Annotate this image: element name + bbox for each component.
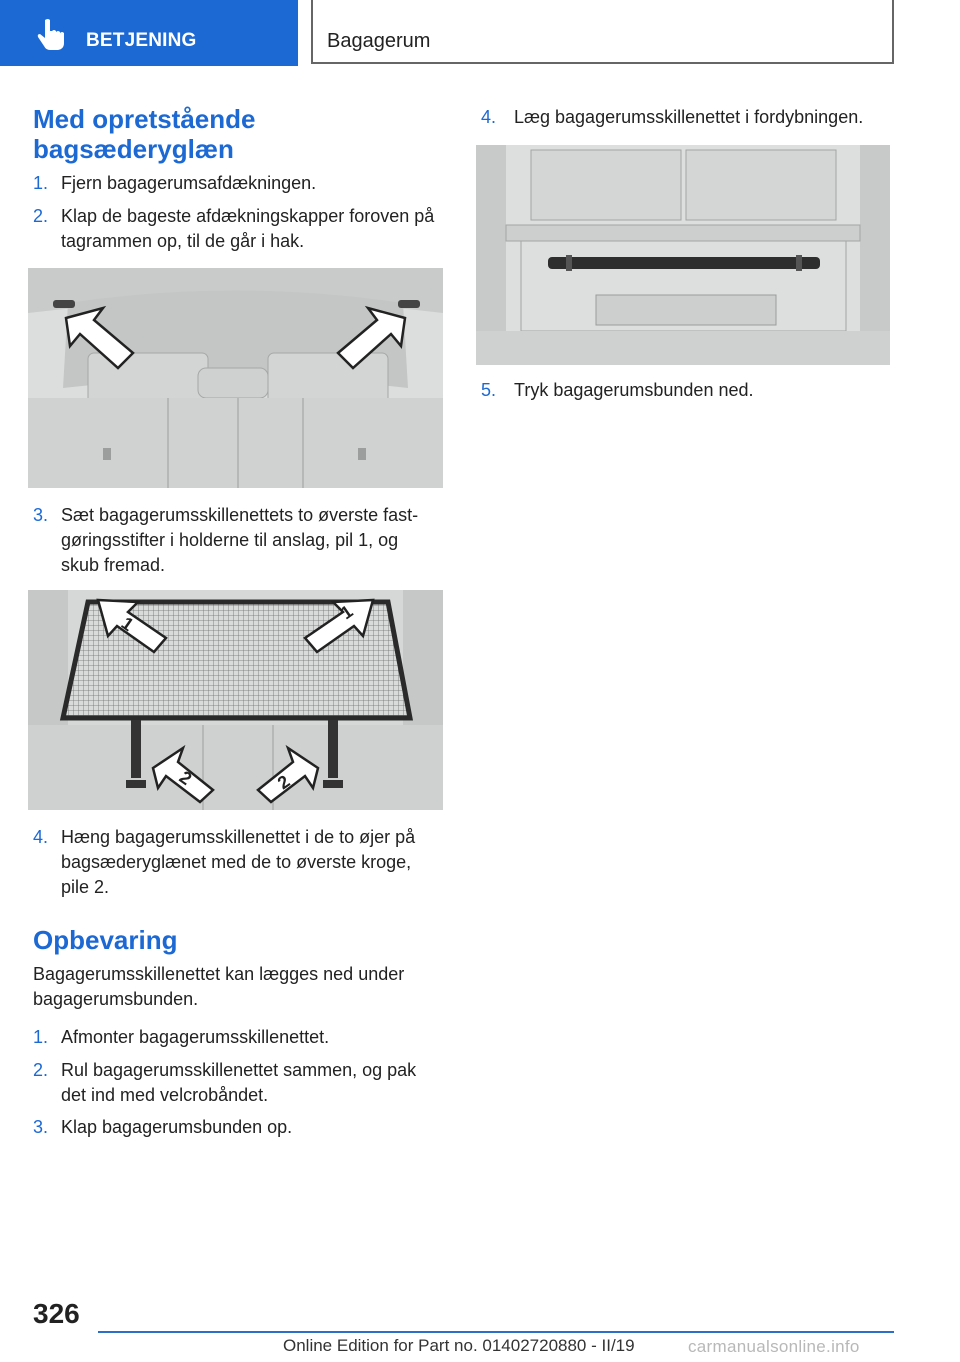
roof-covers-illustration	[28, 268, 443, 488]
chapter-title: Bagagerum	[327, 30, 431, 52]
photo-partition-net	[28, 590, 443, 810]
partition-net-illustration	[28, 590, 443, 810]
arrow-label: 2	[175, 766, 196, 790]
arrow-label: 2	[273, 771, 294, 794]
section-tab[interactable]	[0, 0, 298, 66]
page-number: 326	[33, 1298, 80, 1329]
chapter-header	[311, 0, 894, 64]
footer-divider	[98, 1331, 894, 1333]
heading-upright-seatbacks: Med opretstående bagsæderyglæn	[33, 104, 256, 164]
arrow-label: 1	[117, 612, 138, 636]
section-tab-label: BETJENING	[86, 30, 197, 51]
hand-pointer-icon	[30, 14, 70, 54]
photo-roof-covers	[28, 268, 443, 488]
heading-storage: Opbevaring	[33, 925, 178, 955]
arrow-label: 1	[336, 601, 357, 624]
storage-intro: Bagagerumsskillenettet kan lægges ned under bagagerumsbunden.	[33, 964, 405, 1009]
edition-info: Online Edition for Part no. 01402720880 - II/19	[283, 1336, 635, 1355]
net-in-recess-illustration	[476, 145, 890, 365]
photo-net-in-recess	[476, 145, 890, 365]
watermark: carmanualsonline.info	[688, 1337, 860, 1356]
